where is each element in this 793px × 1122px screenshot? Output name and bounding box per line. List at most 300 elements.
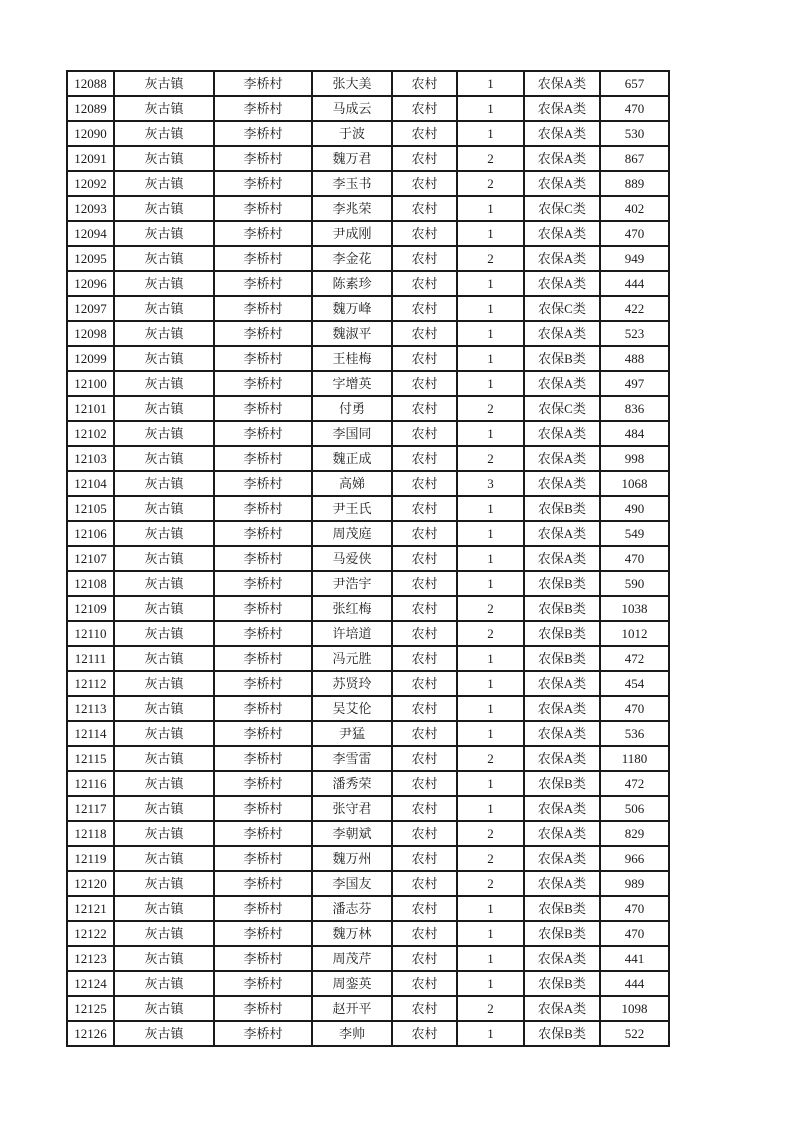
cell-village: 李桥村 (214, 246, 312, 271)
cell-record-id: 12097 (67, 296, 114, 321)
cell-household-type: 农村 (392, 246, 457, 271)
cell-person-count: 2 (457, 746, 524, 771)
cell-village: 李桥村 (214, 796, 312, 821)
table-row (67, 246, 669, 271)
cell-person-count: 2 (457, 871, 524, 896)
cell-person-count: 1 (457, 771, 524, 796)
cell-household-type: 农村 (392, 346, 457, 371)
cell-insurance-category: 农保A类 (524, 846, 600, 871)
table-row (67, 571, 669, 596)
cell-village: 李桥村 (214, 221, 312, 246)
cell-name: 周茂庭 (312, 521, 392, 546)
cell-village: 李桥村 (214, 871, 312, 896)
table-row (67, 971, 669, 996)
cell-village: 李桥村 (214, 646, 312, 671)
table-row (67, 196, 669, 221)
cell-record-id: 12095 (67, 246, 114, 271)
table-row (67, 671, 669, 696)
cell-name: 魏万林 (312, 921, 392, 946)
cell-insurance-category: 农保B类 (524, 496, 600, 521)
cell-household-type: 农村 (392, 271, 457, 296)
cell-amount: 549 (600, 521, 669, 546)
cell-name: 魏淑平 (312, 321, 392, 346)
table-row (67, 496, 669, 521)
cell-person-count: 2 (457, 621, 524, 646)
cell-town: 灰古镇 (114, 71, 214, 96)
cell-household-type: 农村 (392, 671, 457, 696)
cell-name: 陈素珍 (312, 271, 392, 296)
cell-amount: 470 (600, 96, 669, 121)
cell-name: 李兆荣 (312, 196, 392, 221)
cell-town: 灰古镇 (114, 821, 214, 846)
cell-amount: 657 (600, 71, 669, 96)
cell-person-count: 1 (457, 921, 524, 946)
table-row (67, 146, 669, 171)
cell-record-id: 12104 (67, 471, 114, 496)
cell-town: 灰古镇 (114, 846, 214, 871)
cell-town: 灰古镇 (114, 771, 214, 796)
table-row (67, 271, 669, 296)
table-row (67, 821, 669, 846)
cell-insurance-category: 农保B类 (524, 971, 600, 996)
cell-record-id: 12116 (67, 771, 114, 796)
cell-name: 李雪雷 (312, 746, 392, 771)
cell-household-type: 农村 (392, 871, 457, 896)
cell-household-type: 农村 (392, 196, 457, 221)
cell-village: 李桥村 (214, 396, 312, 421)
cell-amount: 966 (600, 846, 669, 871)
cell-amount: 470 (600, 221, 669, 246)
cell-town: 灰古镇 (114, 346, 214, 371)
cell-village: 李桥村 (214, 621, 312, 646)
cell-village: 李桥村 (214, 496, 312, 521)
cell-insurance-category: 农保B类 (524, 921, 600, 946)
cell-town: 灰古镇 (114, 146, 214, 171)
cell-person-count: 1 (457, 971, 524, 996)
cell-person-count: 1 (457, 196, 524, 221)
cell-insurance-category: 农保A类 (524, 746, 600, 771)
cell-household-type: 农村 (392, 146, 457, 171)
cell-household-type: 农村 (392, 596, 457, 621)
cell-person-count: 2 (457, 446, 524, 471)
cell-town: 灰古镇 (114, 471, 214, 496)
cell-insurance-category: 农保A类 (524, 171, 600, 196)
cell-household-type: 农村 (392, 846, 457, 871)
cell-record-id: 12109 (67, 596, 114, 621)
cell-record-id: 12117 (67, 796, 114, 821)
cell-record-id: 12094 (67, 221, 114, 246)
cell-person-count: 2 (457, 246, 524, 271)
cell-household-type: 农村 (392, 421, 457, 446)
cell-insurance-category: 农保B类 (524, 596, 600, 621)
cell-village: 李桥村 (214, 471, 312, 496)
cell-record-id: 12122 (67, 921, 114, 946)
table-row (67, 96, 669, 121)
cell-record-id: 12113 (67, 696, 114, 721)
cell-household-type: 农村 (392, 821, 457, 846)
cell-insurance-category: 农保A类 (524, 996, 600, 1021)
cell-village: 李桥村 (214, 821, 312, 846)
cell-record-id: 12100 (67, 371, 114, 396)
cell-amount: 949 (600, 246, 669, 271)
cell-insurance-category: 农保B类 (524, 771, 600, 796)
table-row (67, 796, 669, 821)
cell-name: 周茂芹 (312, 946, 392, 971)
cell-name: 李国同 (312, 421, 392, 446)
table-row (67, 121, 669, 146)
cell-town: 灰古镇 (114, 646, 214, 671)
table-body (67, 71, 669, 1046)
cell-amount: 829 (600, 821, 669, 846)
cell-record-id: 12091 (67, 146, 114, 171)
table-row (67, 171, 669, 196)
cell-insurance-category: 农保A类 (524, 696, 600, 721)
cell-record-id: 12088 (67, 71, 114, 96)
cell-village: 李桥村 (214, 921, 312, 946)
cell-household-type: 农村 (392, 971, 457, 996)
cell-town: 灰古镇 (114, 621, 214, 646)
cell-insurance-category: 农保B类 (524, 621, 600, 646)
cell-town: 灰古镇 (114, 221, 214, 246)
cell-town: 灰古镇 (114, 396, 214, 421)
cell-household-type: 农村 (392, 396, 457, 421)
cell-town: 灰古镇 (114, 971, 214, 996)
cell-insurance-category: 农保A类 (524, 446, 600, 471)
cell-household-type: 农村 (392, 1021, 457, 1046)
cell-town: 灰古镇 (114, 371, 214, 396)
cell-household-type: 农村 (392, 521, 457, 546)
table-row (67, 646, 669, 671)
cell-record-id: 12101 (67, 396, 114, 421)
cell-record-id: 12110 (67, 621, 114, 646)
cell-household-type: 农村 (392, 796, 457, 821)
cell-village: 李桥村 (214, 1021, 312, 1046)
cell-village: 李桥村 (214, 946, 312, 971)
cell-amount: 488 (600, 346, 669, 371)
cell-town: 灰古镇 (114, 521, 214, 546)
cell-name: 吴艾伦 (312, 696, 392, 721)
cell-person-count: 1 (457, 546, 524, 571)
cell-village: 李桥村 (214, 296, 312, 321)
cell-person-count: 1 (457, 1021, 524, 1046)
cell-town: 灰古镇 (114, 871, 214, 896)
cell-village: 李桥村 (214, 96, 312, 121)
cell-household-type: 农村 (392, 896, 457, 921)
cell-record-id: 12096 (67, 271, 114, 296)
cell-town: 灰古镇 (114, 246, 214, 271)
cell-name: 李朝斌 (312, 821, 392, 846)
cell-insurance-category: 农保A类 (524, 421, 600, 446)
cell-amount: 497 (600, 371, 669, 396)
table-row (67, 621, 669, 646)
cell-person-count: 2 (457, 821, 524, 846)
cell-record-id: 12090 (67, 121, 114, 146)
cell-insurance-category: 农保A类 (524, 321, 600, 346)
cell-record-id: 12120 (67, 871, 114, 896)
cell-record-id: 12118 (67, 821, 114, 846)
cell-insurance-category: 农保A类 (524, 271, 600, 296)
cell-person-count: 1 (457, 371, 524, 396)
cell-record-id: 12105 (67, 496, 114, 521)
cell-amount: 484 (600, 421, 669, 446)
cell-person-count: 1 (457, 346, 524, 371)
cell-village: 李桥村 (214, 596, 312, 621)
cell-household-type: 农村 (392, 496, 457, 521)
cell-village: 李桥村 (214, 346, 312, 371)
cell-name: 字增英 (312, 371, 392, 396)
cell-name: 潘秀荣 (312, 771, 392, 796)
cell-household-type: 农村 (392, 96, 457, 121)
cell-household-type: 农村 (392, 621, 457, 646)
cell-person-count: 1 (457, 496, 524, 521)
cell-amount: 836 (600, 396, 669, 421)
cell-person-count: 1 (457, 796, 524, 821)
cell-village: 李桥村 (214, 996, 312, 1021)
cell-amount: 454 (600, 671, 669, 696)
cell-insurance-category: 农保A类 (524, 71, 600, 96)
table-row (67, 371, 669, 396)
cell-insurance-category: 农保A类 (524, 821, 600, 846)
cell-village: 李桥村 (214, 971, 312, 996)
cell-village: 李桥村 (214, 146, 312, 171)
cell-record-id: 12098 (67, 321, 114, 346)
table-row (67, 396, 669, 421)
cell-amount: 441 (600, 946, 669, 971)
table-row (67, 946, 669, 971)
cell-insurance-category: 农保A类 (524, 121, 600, 146)
cell-person-count: 1 (457, 121, 524, 146)
cell-name: 李玉书 (312, 171, 392, 196)
cell-person-count: 1 (457, 946, 524, 971)
cell-person-count: 2 (457, 596, 524, 621)
cell-town: 灰古镇 (114, 296, 214, 321)
cell-person-count: 1 (457, 421, 524, 446)
cell-record-id: 12099 (67, 346, 114, 371)
cell-record-id: 12126 (67, 1021, 114, 1046)
cell-name: 马爱侠 (312, 546, 392, 571)
cell-person-count: 1 (457, 571, 524, 596)
table-row (67, 421, 669, 446)
cell-amount: 889 (600, 171, 669, 196)
table-row (67, 71, 669, 96)
cell-name: 魏万峰 (312, 296, 392, 321)
cell-insurance-category: 农保B类 (524, 346, 600, 371)
cell-town: 灰古镇 (114, 96, 214, 121)
cell-record-id: 12119 (67, 846, 114, 871)
cell-name: 尹王氏 (312, 496, 392, 521)
cell-name: 魏正成 (312, 446, 392, 471)
cell-name: 尹猛 (312, 721, 392, 746)
cell-amount: 590 (600, 571, 669, 596)
cell-household-type: 农村 (392, 646, 457, 671)
cell-record-id: 12123 (67, 946, 114, 971)
cell-amount: 472 (600, 771, 669, 796)
cell-amount: 470 (600, 896, 669, 921)
cell-amount: 444 (600, 271, 669, 296)
cell-household-type: 农村 (392, 446, 457, 471)
cell-record-id: 12114 (67, 721, 114, 746)
cell-village: 李桥村 (214, 196, 312, 221)
cell-amount: 470 (600, 921, 669, 946)
table-row (67, 696, 669, 721)
cell-town: 灰古镇 (114, 946, 214, 971)
cell-village: 李桥村 (214, 71, 312, 96)
cell-village: 李桥村 (214, 896, 312, 921)
cell-village: 李桥村 (214, 371, 312, 396)
cell-name: 于波 (312, 121, 392, 146)
cell-village: 李桥村 (214, 846, 312, 871)
cell-insurance-category: 农保A类 (524, 796, 600, 821)
cell-amount: 1098 (600, 996, 669, 1021)
records-table (66, 70, 670, 1047)
cell-record-id: 12103 (67, 446, 114, 471)
cell-person-count: 1 (457, 646, 524, 671)
cell-person-count: 2 (457, 996, 524, 1021)
cell-amount: 522 (600, 1021, 669, 1046)
cell-name: 高娣 (312, 471, 392, 496)
cell-village: 李桥村 (214, 546, 312, 571)
cell-household-type: 农村 (392, 946, 457, 971)
cell-insurance-category: 农保A类 (524, 671, 600, 696)
cell-amount: 530 (600, 121, 669, 146)
cell-household-type: 农村 (392, 746, 457, 771)
cell-amount: 1038 (600, 596, 669, 621)
cell-town: 灰古镇 (114, 746, 214, 771)
cell-household-type: 农村 (392, 721, 457, 746)
cell-record-id: 12102 (67, 421, 114, 446)
cell-name: 尹浩宇 (312, 571, 392, 596)
table-row (67, 346, 669, 371)
cell-name: 魏万君 (312, 146, 392, 171)
table-row (67, 721, 669, 746)
cell-person-count: 1 (457, 696, 524, 721)
cell-record-id: 12107 (67, 546, 114, 571)
cell-village: 李桥村 (214, 671, 312, 696)
cell-amount: 472 (600, 646, 669, 671)
cell-insurance-category: 农保A类 (524, 96, 600, 121)
cell-town: 灰古镇 (114, 671, 214, 696)
cell-record-id: 12115 (67, 746, 114, 771)
cell-village: 李桥村 (214, 121, 312, 146)
cell-name: 李帅 (312, 1021, 392, 1046)
cell-person-count: 2 (457, 171, 524, 196)
cell-household-type: 农村 (392, 371, 457, 396)
cell-insurance-category: 农保A类 (524, 146, 600, 171)
cell-insurance-category: 农保A类 (524, 371, 600, 396)
cell-town: 灰古镇 (114, 496, 214, 521)
cell-record-id: 12108 (67, 571, 114, 596)
cell-record-id: 12125 (67, 996, 114, 1021)
cell-household-type: 农村 (392, 221, 457, 246)
cell-person-count: 1 (457, 96, 524, 121)
cell-town: 灰古镇 (114, 921, 214, 946)
cell-amount: 1012 (600, 621, 669, 646)
cell-person-count: 1 (457, 221, 524, 246)
table-row (67, 446, 669, 471)
cell-name: 李金花 (312, 246, 392, 271)
cell-town: 灰古镇 (114, 996, 214, 1021)
cell-household-type: 农村 (392, 296, 457, 321)
cell-insurance-category: 农保A类 (524, 546, 600, 571)
cell-name: 魏万州 (312, 846, 392, 871)
cell-person-count: 1 (457, 721, 524, 746)
cell-person-count: 2 (457, 146, 524, 171)
cell-insurance-category: 农保C类 (524, 296, 600, 321)
cell-person-count: 2 (457, 846, 524, 871)
cell-person-count: 1 (457, 671, 524, 696)
table-row (67, 596, 669, 621)
cell-town: 灰古镇 (114, 1021, 214, 1046)
cell-amount: 523 (600, 321, 669, 346)
cell-name: 王桂梅 (312, 346, 392, 371)
cell-amount: 867 (600, 146, 669, 171)
cell-person-count: 1 (457, 296, 524, 321)
cell-town: 灰古镇 (114, 546, 214, 571)
cell-record-id: 12121 (67, 896, 114, 921)
cell-village: 李桥村 (214, 271, 312, 296)
cell-person-count: 1 (457, 321, 524, 346)
cell-record-id: 12089 (67, 96, 114, 121)
cell-town: 灰古镇 (114, 446, 214, 471)
cell-insurance-category: 农保A类 (524, 721, 600, 746)
cell-household-type: 农村 (392, 171, 457, 196)
cell-village: 李桥村 (214, 571, 312, 596)
cell-amount: 989 (600, 871, 669, 896)
table-row (67, 996, 669, 1021)
cell-person-count: 3 (457, 471, 524, 496)
cell-name: 赵开平 (312, 996, 392, 1021)
cell-person-count: 2 (457, 396, 524, 421)
cell-record-id: 12112 (67, 671, 114, 696)
cell-insurance-category: 农保A类 (524, 221, 600, 246)
cell-name: 周銮英 (312, 971, 392, 996)
cell-person-count: 1 (457, 896, 524, 921)
cell-village: 李桥村 (214, 521, 312, 546)
cell-name: 许培道 (312, 621, 392, 646)
cell-record-id: 12093 (67, 196, 114, 221)
table-row (67, 871, 669, 896)
cell-insurance-category: 农保B类 (524, 896, 600, 921)
cell-town: 灰古镇 (114, 796, 214, 821)
cell-name: 苏贤玲 (312, 671, 392, 696)
cell-amount: 470 (600, 696, 669, 721)
cell-insurance-category: 农保C类 (524, 396, 600, 421)
cell-record-id: 12111 (67, 646, 114, 671)
cell-household-type: 农村 (392, 471, 457, 496)
cell-village: 李桥村 (214, 696, 312, 721)
cell-household-type: 农村 (392, 696, 457, 721)
cell-name: 马成云 (312, 96, 392, 121)
cell-insurance-category: 农保A类 (524, 871, 600, 896)
cell-person-count: 1 (457, 271, 524, 296)
cell-insurance-category: 农保A类 (524, 946, 600, 971)
cell-amount: 490 (600, 496, 669, 521)
cell-name: 张红梅 (312, 596, 392, 621)
cell-name: 张大美 (312, 71, 392, 96)
cell-town: 灰古镇 (114, 196, 214, 221)
cell-amount: 1068 (600, 471, 669, 496)
cell-town: 灰古镇 (114, 596, 214, 621)
cell-town: 灰古镇 (114, 721, 214, 746)
cell-household-type: 农村 (392, 71, 457, 96)
cell-village: 李桥村 (214, 771, 312, 796)
table-row (67, 746, 669, 771)
cell-town: 灰古镇 (114, 696, 214, 721)
cell-household-type: 农村 (392, 771, 457, 796)
cell-amount: 422 (600, 296, 669, 321)
cell-amount: 444 (600, 971, 669, 996)
cell-insurance-category: 农保A类 (524, 471, 600, 496)
